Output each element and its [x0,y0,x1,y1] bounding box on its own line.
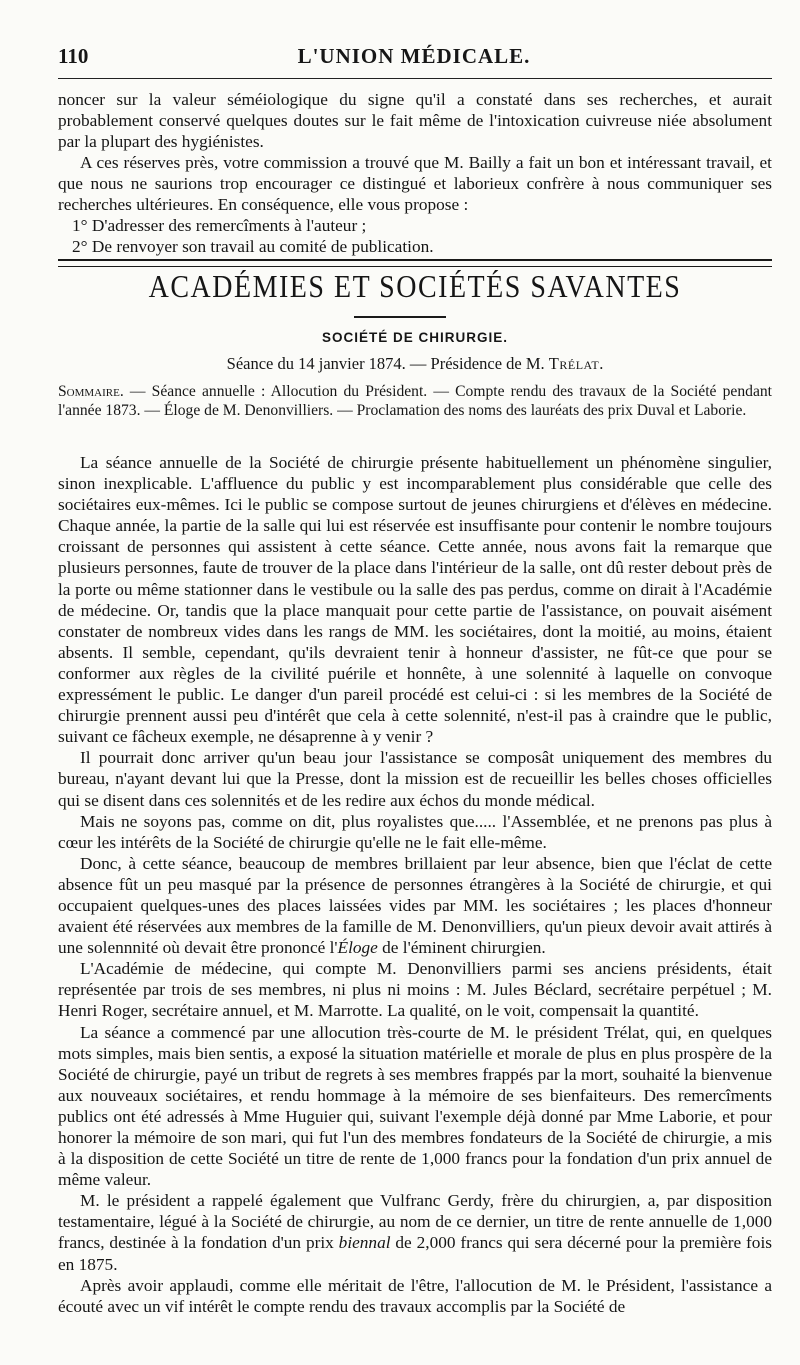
biennal-italic: biennal [338,1233,391,1253]
body-paragraph-3: Mais ne soyons pas, comme on dit, plus royalistes que..... l'Assemblée, et ne prenons pas plus à cœur les intérêts de la Société de chirurgie qu'elle ne le fait elle-même. [58,811,772,852]
continued-paragraph: noncer sur la valeur séméiologique du signe qu'il a constaté dans ses recherches, et aurait probablement conservé quelques doutes sur le fait même de l'intoxication cuivreuse niée absolument par la plupart des hygiénistes. [58,90,772,151]
body-paragraph-7-end: de 2,000 francs qui sera décerné pour la première fois en 1875. [58,1233,772,1274]
session-prefix: Séance du 14 janvier 1874. — Présidence de M. [226,354,549,373]
body-paragraph-4 [58,853,772,958]
subsection-title: SOCIÉTÉ DE CHIRURGIE. [321,330,509,345]
proposal-item-2: 2° De renvoyer son travail au comité de publication. [72,237,434,256]
summary [58,382,772,420]
session-suffix: . [599,354,604,373]
reserves-paragraph: A ces réserves près, votre commission a trouvé que M. Bailly a fait un bon et intéressant travail, et que nous ne saurions trop encourager ce distingué et laborieux confrère à nous communiquer ses recherches ultérieures. En conséquence, elle vous propose : [58,153,772,214]
body-paragraph-1: La séance annuelle de la Société de chirurgie présente habituellement un phénomène singulier, sinon inexplicable. L'affluence du public y est incomparablement plus considérable que celle des sociétaires eux-mêmes. Ici le public se compose surtout de jeunes chirurgiens et d'élèves en médecine. Chaque année, la partie de la salle qui lui est réservée est insuffisante pour contenir le nombre toujours croissant de personnes qui assistent à cette séance. Cette année, nous avons fait la remarque que plusieurs personnes, faute de trouver de la place dans l'intérieur de la salle, ont dû rester debout près de la porte ou même stationner dans le vestibule ou la salle des pas perdus, comme on dirait à l'Académie de médecine. Or, tandis que la place manquait pour cette partie de l'assistance, on pouvait aisément constater de nombreux vides dans les rangs de MM. les sociétaires, dont la moitié, au moins, étaient absents. Il semble, cependant, qu'ils devraient tenir à honneur d'assister, ne fût-ce que pour se conformer aux règles de la civilité puérile et honnête, à une solennité à laquelle on convoque expressément le public. Le danger d'un pareil procédé est celui-ci : si les membres de la Société de chirurgie prennent aussi peu d'intérêt que cela à cette solennité, n'est-il pas à craindre que le public, suivant ce fâcheux exemple, ne désaprenne à y venir ? [58,453,772,747]
body-paragraph-8: Après avoir applaudi, comme elle méritait de l'être, l'allocution de M. le Président, l'assistance a écouté avec un vif intérêt le compte rendu des travaux accomplis par la Société de [58,1275,772,1316]
body-paragraph-7-text: M. le président a rappelé également que Vulfranc Gerdy, frère du chirurgien, a, par disposition testamentaire, légué à la Société de chirurgie, au nom de ce dernier, un titre de rente annuelle de 1,000 francs, destinée à la fondation d'un prix [58,1191,772,1253]
summary-text: — Séance annuelle : Allocution du Président. — Compte rendu des travaux de la Société pendant l'année 1873. — Éloge de M. Denonvilliers. — Proclamation des noms des lauréats des prix Duval et Laborie. [58,383,772,419]
body-paragraph-4-end: de l'éminent chirurgien. [377,938,546,958]
session-president: Trélat [548,354,600,373]
body-paragraph-2: Il pourrait donc arriver qu'un beau jour l'assistance se composât uniquement des membres du bureau, n'ayant devant lui que la Presse, dont la mission est de recueillir les belles choses officielles qui se disent dans ces solennités et de les redire aux échos du monde médical. [58,748,772,810]
page-header [58,44,770,76]
continued-text [58,89,772,257]
proposal-item-1: 1° D'adresser des remercîments à l'auteur ; [72,216,367,235]
section-divider [58,259,772,267]
eloge-italic: Éloge [337,938,378,958]
running-title: L'UNION MÉDICALE. [297,44,531,68]
article-body [58,452,772,1317]
title-underline [354,316,446,318]
body-paragraph-4-text: Donc, à cette séance, beaucoup de membres brillaient par leur absence, bien que l'éclat de cette absence fût un peu masqué par la présence de personnes étrangères à la Société de chirurgie, et qui occupaient quelques-unes des places laissées vides par MM. les sociétaires ; les places d'honneur avaient été réservées aux membres de la famille de M. Denonvilliers, qu'un pieux devoir avait attirés à une solennnité où devait être prononcé l' [58,853,772,958]
session-line [58,354,772,374]
body-paragraph-6: La séance a commencé par une allocution très-courte de M. le président Trélat, qui, en quelques mots simples, mais bien sentis, a exposé la situation matérielle et morale de plus en plus prospère de la Société de chirurgie, payé un tribut de regrets à ses membres frappés par la mort, souhaité la bienvenue aux nouveaux sociétaires, et rendu hommage à la mémoire de ses bienfaiteurs. Des remercîments publics ont été adressés à Mme Huguier qui, suivant l'exemple déjà donné par Mme Laborie, et pour honorer la mémoire de son mari, qui fut l'un des membres fondateurs de la Société de chirurgie, a mis à la disposition de cette Société un titre de rente de 1,000 francs pour la fondation d'un prix annuel de même valeur. [58,1022,772,1190]
header-rule [58,78,772,79]
summary-label: Sommaire. [58,383,124,400]
page-number: 110 [58,44,89,68]
body-paragraph-5: L'Académie de médecine, qui compte M. Denonvilliers parmi ses anciens présidents, était représentée par trois de ses membres, ni plus ni moins : M. Jules Béclard, secrétaire perpétuel ; M. Henri Roger, secrétaire annuel, et M. Marrotte. La qualité, on le voit, compensait la quantité. [58,959,772,1021]
section-title: ACADÉMIES ET SOCIÉTÉS SAVANTES [148,270,682,305]
body-paragraph-7 [58,1190,772,1274]
